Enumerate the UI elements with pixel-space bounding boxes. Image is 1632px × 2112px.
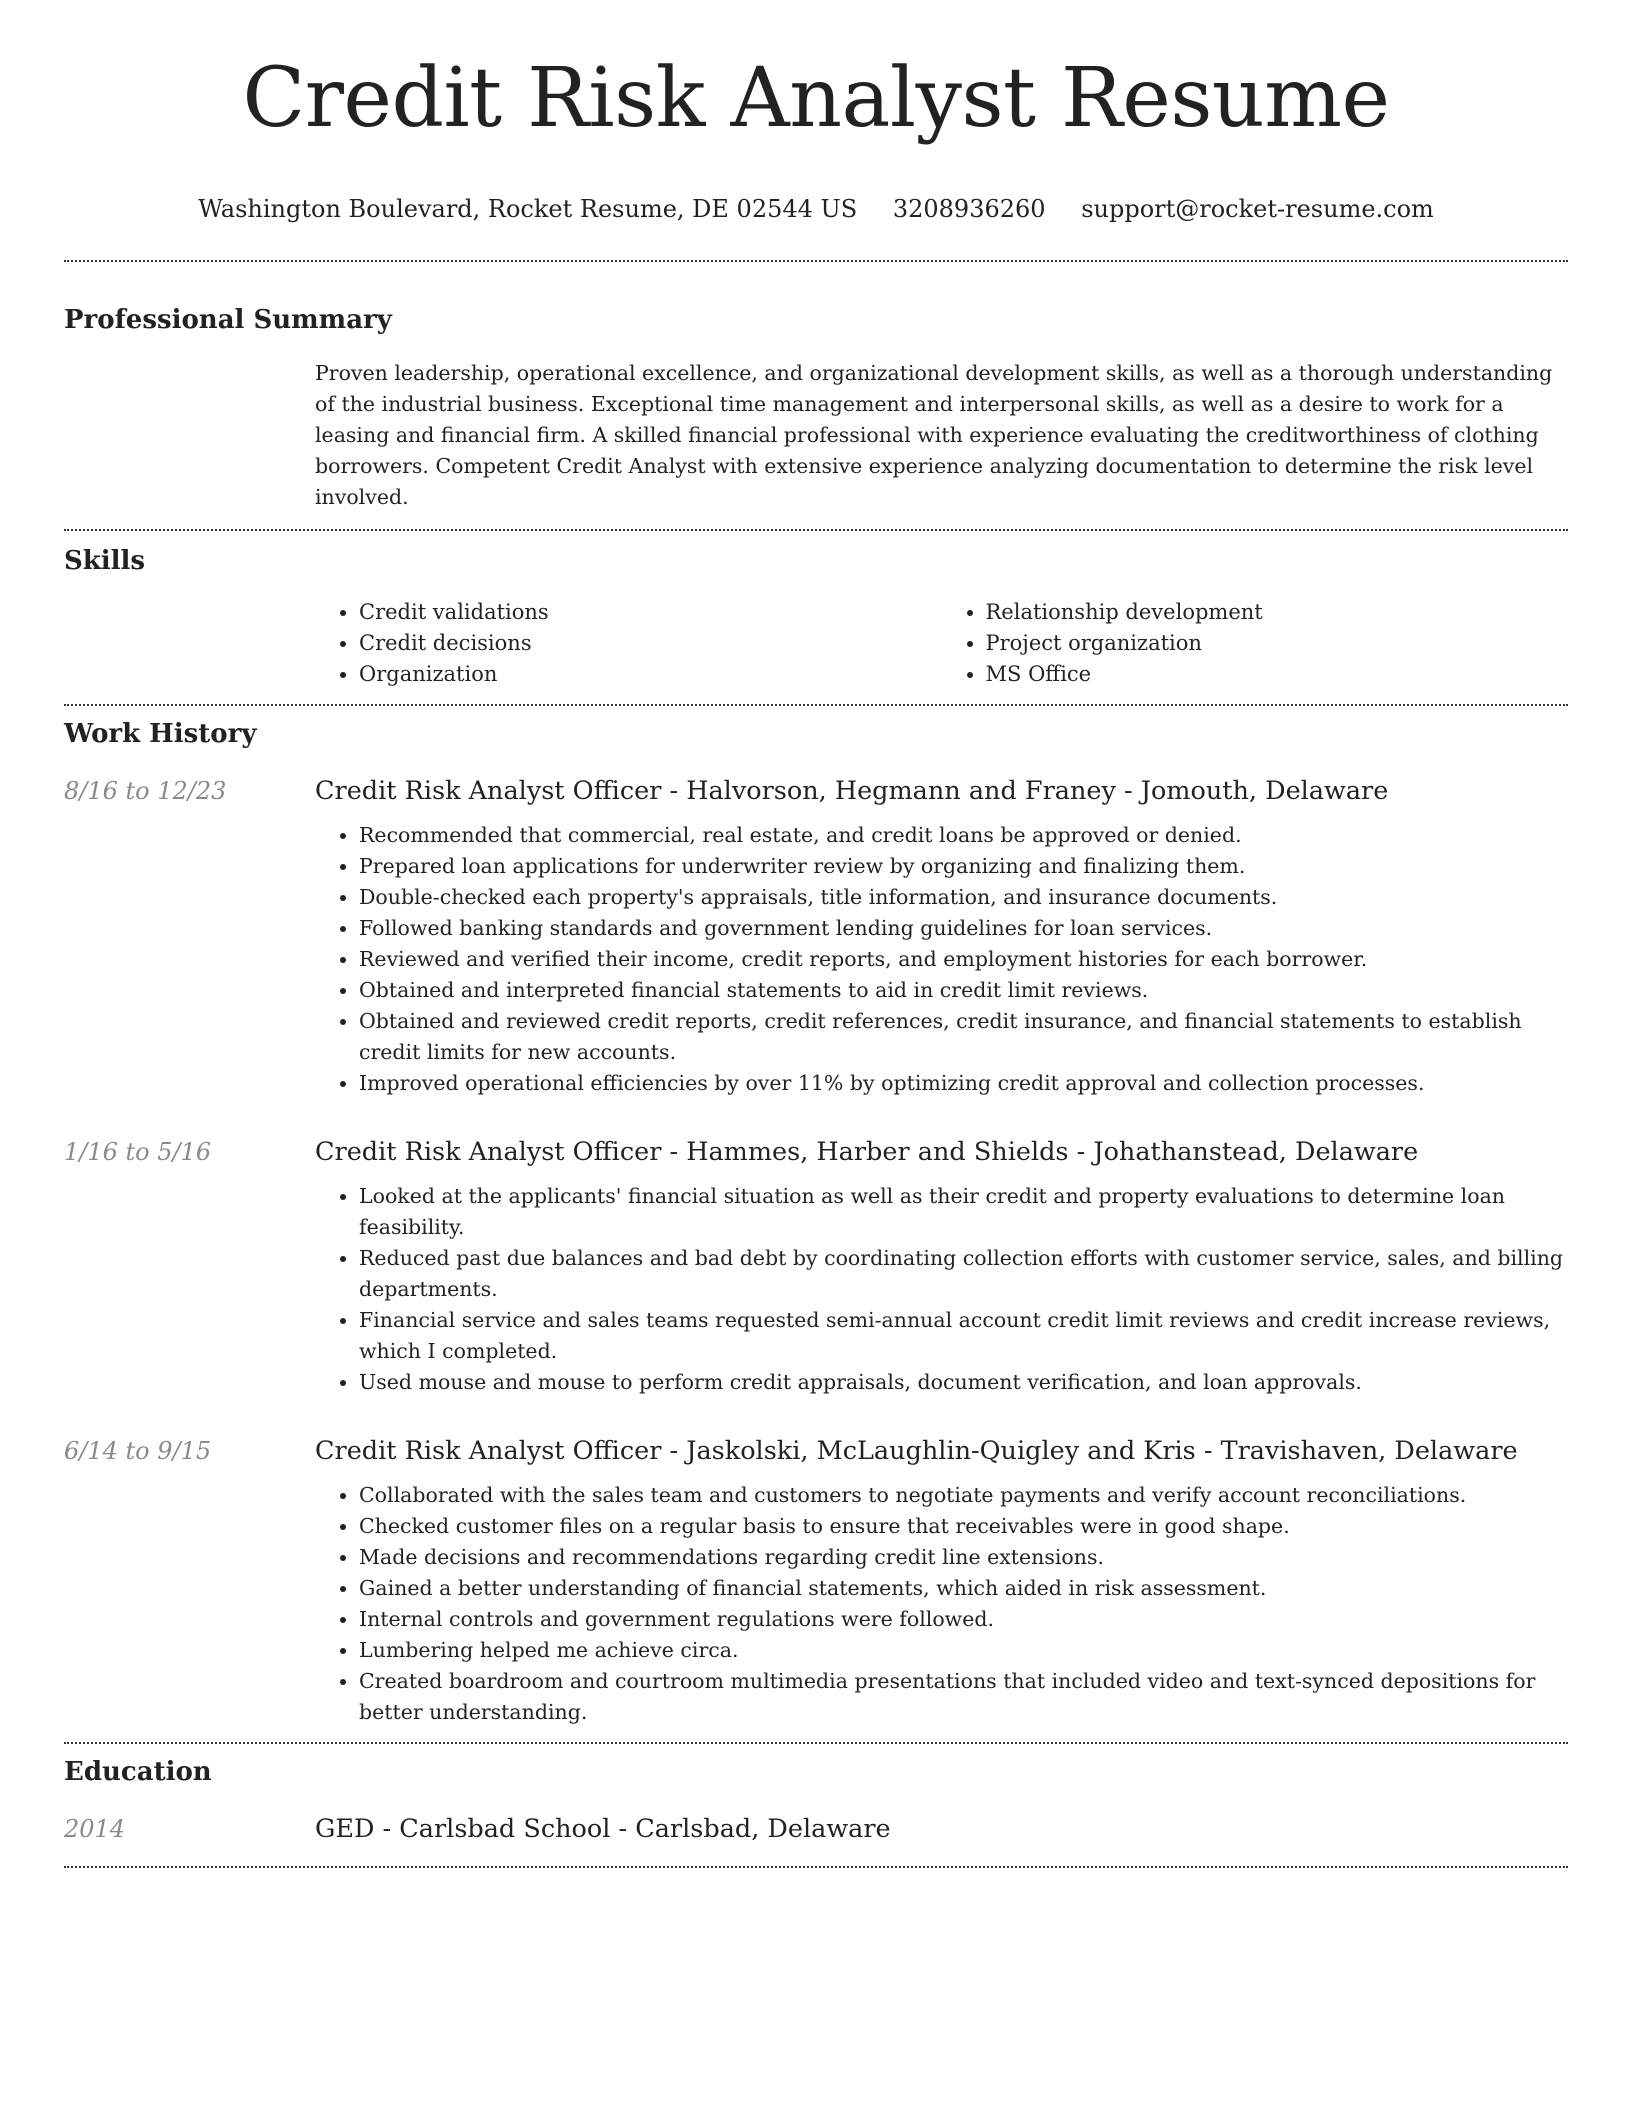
job-entry bbox=[64, 1135, 1568, 1398]
education-section bbox=[64, 1744, 1568, 1866]
skill-item: • Relationship development bbox=[986, 597, 1569, 628]
skills-section bbox=[64, 531, 1568, 704]
job-dates: 6/14 to 9/15 bbox=[64, 1437, 212, 1465]
education-heading: Education bbox=[64, 1757, 212, 1787]
job-bullet: • Internal controls and government regulations were followed. bbox=[359, 1604, 1568, 1635]
skills-heading: Skills bbox=[64, 546, 146, 576]
job-entry bbox=[64, 774, 1568, 1099]
work-heading: Work History bbox=[64, 719, 257, 749]
job-bullet: • Double-checked each property's appraisals, title information, and insurance documents. bbox=[359, 882, 1568, 913]
job-bullet: • Reduced past due balances and bad debt by coordinating collection efforts with customer service, sales, and billing departments. bbox=[359, 1243, 1568, 1305]
job-entry bbox=[64, 1434, 1568, 1728]
job-bullet: • Reviewed and verified their income, credit reports, and employment histories for each borrower. bbox=[359, 944, 1568, 975]
job-title: Credit Risk Analyst Officer - Hammes, Harber and Shields - Johathanstead, Delaware bbox=[315, 1137, 1419, 1167]
skill-item: • Project organization bbox=[986, 628, 1569, 659]
job-title: Credit Risk Analyst Officer - Jaskolski, McLaughlin-Quigley and Kris - Travishaven, Delaware bbox=[315, 1436, 1518, 1466]
skill-item: • Credit validations bbox=[359, 597, 942, 628]
summary-section bbox=[64, 262, 1568, 529]
job-bullet: • Made decisions and recommendations regarding credit line extensions. bbox=[359, 1542, 1568, 1573]
skill-item: • MS Office bbox=[986, 659, 1569, 690]
job-bullet: • Recommended that commercial, real estate, and credit loans be approved or denied. bbox=[359, 820, 1568, 851]
job-bullets bbox=[315, 1480, 1568, 1728]
job-bullet: • Checked customer files on a regular basis to ensure that receivables were in good shape. bbox=[359, 1511, 1568, 1542]
summary-heading: Professional Summary bbox=[64, 305, 392, 335]
job-bullet: • Looked at the applicants' financial situation as well as their credit and property evaluations to determine loan feasibility. bbox=[359, 1181, 1568, 1243]
job-bullets bbox=[315, 1181, 1568, 1398]
job-bullet: • Obtained and interpreted financial statements to aid in credit limit reviews. bbox=[359, 975, 1568, 1006]
skills-column-left bbox=[315, 597, 942, 690]
education-year: 2014 bbox=[64, 1815, 126, 1843]
job-bullet: • Gained a better understanding of financial statements, which aided in risk assessment. bbox=[359, 1573, 1568, 1604]
resume-title: Credit Risk Analyst Resume bbox=[242, 51, 1390, 146]
skill-item: • Organization bbox=[359, 659, 942, 690]
skills-column-right bbox=[942, 597, 1569, 690]
job-body bbox=[315, 1135, 1568, 1398]
job-bullet: • Created boardroom and courtroom multimedia presentations that included video and text-synced depositions for better understanding. bbox=[359, 1666, 1568, 1728]
job-body bbox=[315, 774, 1568, 1099]
contact-email: support@rocket-resume.com bbox=[1081, 195, 1434, 223]
summary-text: Proven leadership, operational excellence, and organizational development skills, as well as a thorough understanding of the industrial business. Exceptional time management and interpersonal skills, as well as a desire to work for a leasing and financial firm. A skilled financial professional with experience evaluating the creditworthiness of clothing borrowers. Competent Credit Analyst with extensive experience analyzing documentation to determine the risk level involved. bbox=[315, 361, 1553, 509]
job-bullet: • Collaborated with the sales team and customers to negotiate payments and verify account reconciliations. bbox=[359, 1480, 1568, 1511]
job-body bbox=[315, 1434, 1568, 1728]
job-bullet: • Financial service and sales teams requested semi-annual account credit limit reviews and credit increase reviews, which I completed. bbox=[359, 1305, 1568, 1367]
skill-item: • Credit decisions bbox=[359, 628, 942, 659]
job-title: Credit Risk Analyst Officer - Halvorson, Hegmann and Franey - Jomouth, Delaware bbox=[315, 776, 1389, 806]
job-bullet: • Used mouse and mouse to perform credit appraisals, document verification, and loan approvals. bbox=[359, 1367, 1568, 1398]
contact-phone: 3208936260 bbox=[892, 195, 1046, 223]
job-bullets bbox=[315, 820, 1568, 1099]
job-bullet: • Lumbering helped me achieve circa. bbox=[359, 1635, 1568, 1666]
contact-address: Washington Boulevard, Rocket Resume, DE 02544 US bbox=[198, 195, 858, 223]
job-dates: 1/16 to 5/16 bbox=[64, 1138, 212, 1166]
contact-line bbox=[64, 192, 1568, 226]
job-bullet: • Followed banking standards and government lending guidelines for loan services. bbox=[359, 913, 1568, 944]
education-detail: GED - Carlsbad School - Carlsbad, Delaware bbox=[315, 1814, 891, 1844]
work-section bbox=[64, 706, 1568, 1742]
job-bullet: • Improved operational efficiencies by over 11% by optimizing credit approval and collection processes. bbox=[359, 1068, 1568, 1099]
section-divider bbox=[64, 1866, 1568, 1868]
job-bullet: • Prepared loan applications for underwriter review by organizing and finalizing them. bbox=[359, 851, 1568, 882]
job-bullet: • Obtained and reviewed credit reports, credit references, credit insurance, and financial statements to establish credit limits for new accounts. bbox=[359, 1006, 1568, 1068]
job-dates: 8/16 to 12/23 bbox=[64, 777, 227, 805]
education-entry bbox=[64, 1812, 1568, 1846]
skills-list bbox=[315, 597, 1568, 690]
